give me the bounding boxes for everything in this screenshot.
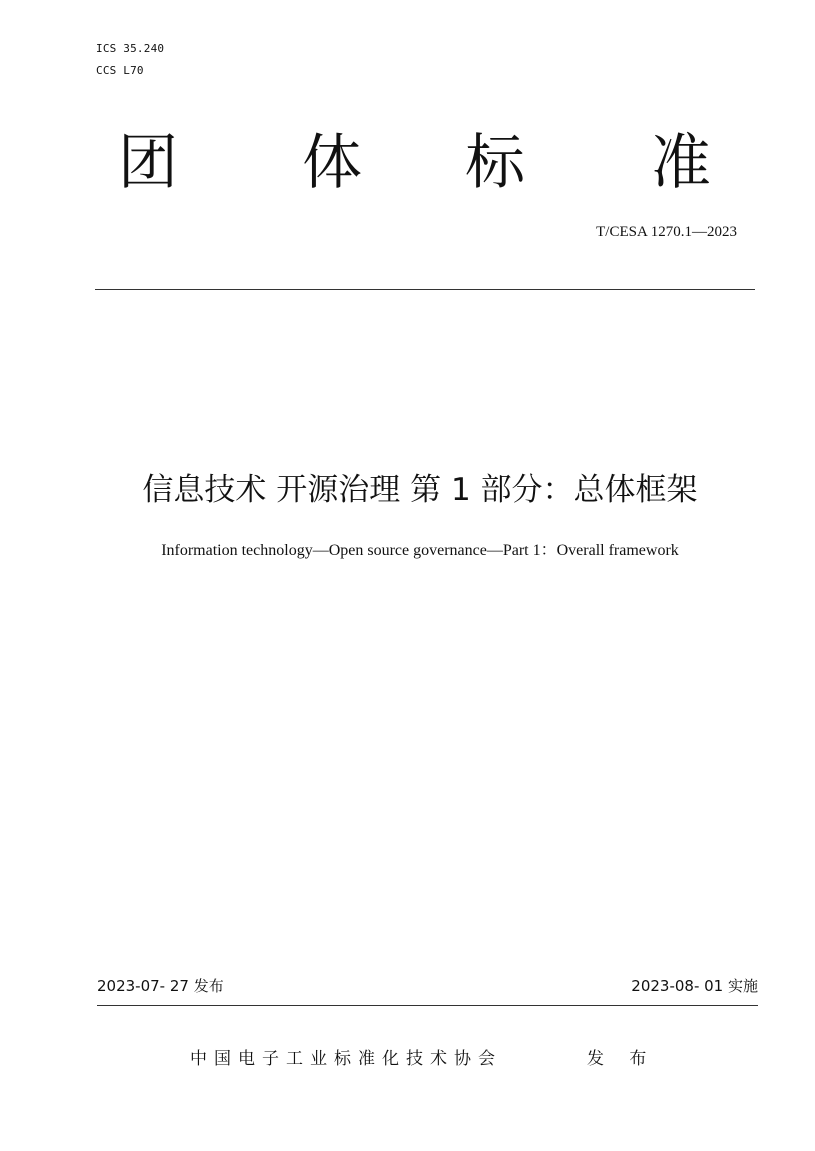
implementation-date: 2023-08- 01 实施: [631, 977, 758, 995]
top-divider: [95, 289, 755, 290]
standard-number: T/CESA 1270.1—2023: [596, 224, 737, 240]
publisher-name: 中国电子工业标准化技术协会: [190, 1049, 502, 1069]
bottom-divider: [97, 1005, 758, 1006]
standard-type-char: 标: [465, 128, 525, 198]
standard-type-char: 准: [651, 128, 711, 198]
publish-label: 发 布: [587, 1049, 657, 1069]
ics-code: ICS 35.240: [96, 42, 165, 55]
standard-type-char: 团: [118, 128, 178, 198]
title-english: Information technology—Open source governance—Part 1：Overall framework: [161, 542, 679, 559]
standard-type-char: 体: [302, 128, 362, 198]
title-chinese: 信息技术 开源治理 第 1 部分：总体框架: [142, 472, 698, 508]
issue-date: 2023-07- 27 发布: [97, 977, 224, 995]
ccs-code: CCS L70: [96, 64, 144, 77]
